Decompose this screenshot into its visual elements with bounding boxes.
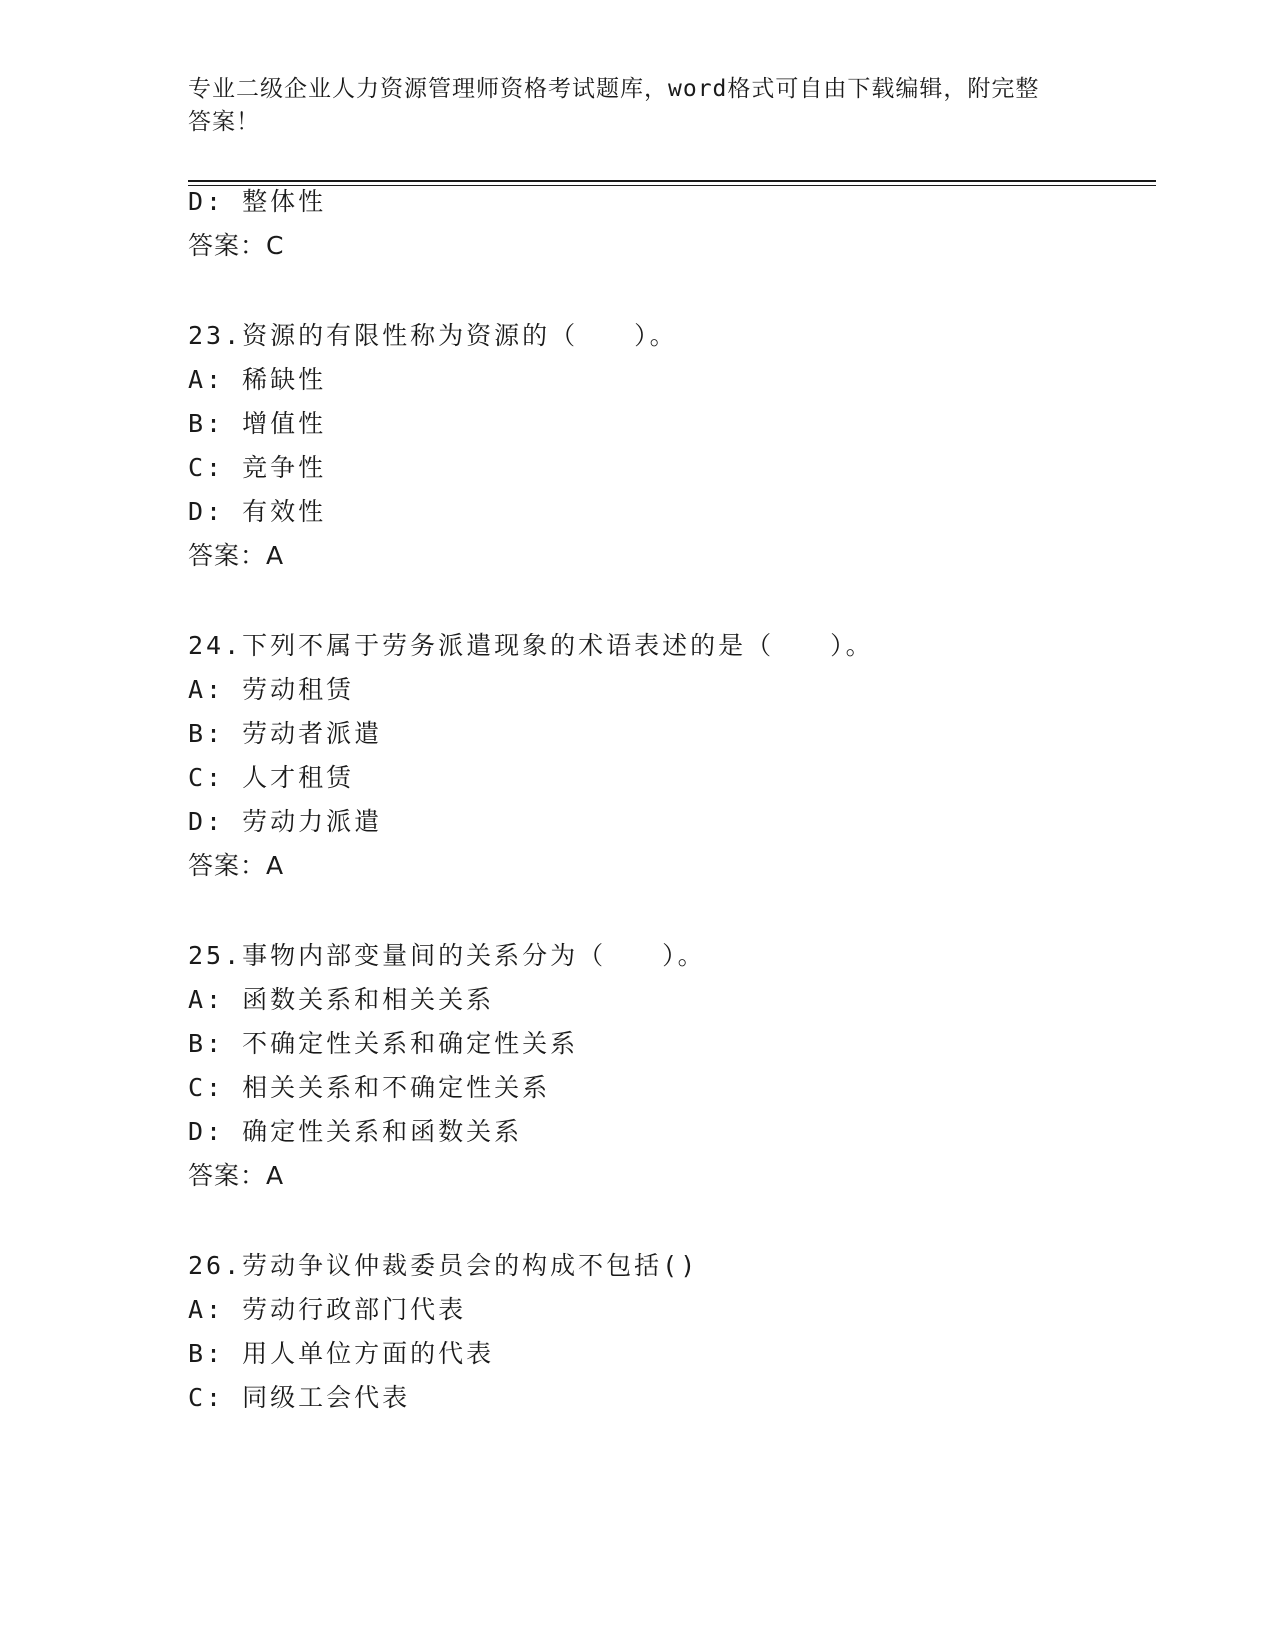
question-stem: 24.下列不属于劳务派遣现象的术语表述的是（ ）。 (188, 631, 874, 660)
question-stem: 25.事物内部变量间的关系分为（ ）。 (188, 941, 706, 970)
header-line-1: 专业二级企业人力资源管理师资格考试题库，word格式可自由下载编辑，附完整 (188, 76, 1040, 102)
answer-line: 答案：A (188, 1161, 285, 1190)
question-stem: 23.资源的有限性称为资源的（ ）。 (188, 321, 678, 350)
option-b: B: 不确定性关系和确定性关系 (188, 1029, 579, 1058)
option-d: D: 有效性 (188, 497, 327, 526)
answer-line: 答案：A (188, 541, 285, 570)
option-d: D: 劳动力派遣 (188, 807, 383, 836)
option-b: B: 增值性 (188, 409, 327, 438)
option-c: C: 相关关系和不确定性关系 (188, 1073, 551, 1102)
page-header (188, 73, 1088, 139)
header-line-2: 答案！ (188, 109, 260, 135)
header-divider-thin (188, 185, 1156, 186)
answer-line: 答案：C (188, 231, 285, 260)
header-divider (188, 180, 1156, 182)
option-a: A: 函数关系和相关关系 (188, 985, 495, 1014)
option-b: B: 劳动者派遣 (188, 719, 383, 748)
option-c: C: 同级工会代表 (188, 1383, 411, 1412)
option-b: B: 用人单位方面的代表 (188, 1339, 495, 1368)
question-stem: 26.劳动争议仲裁委员会的构成不包括() (188, 1251, 699, 1280)
option-c: C: 竞争性 (188, 453, 327, 482)
answer-line: 答案：A (188, 851, 285, 880)
option-a: A: 稀缺性 (188, 365, 327, 394)
option-a: A: 劳动租赁 (188, 675, 355, 704)
option-c: C: 人才租赁 (188, 763, 355, 792)
option-a: A: 劳动行政部门代表 (188, 1295, 467, 1324)
option-d: D: 确定性关系和函数关系 (188, 1117, 523, 1146)
option-d: D: 整体性 (188, 187, 327, 216)
